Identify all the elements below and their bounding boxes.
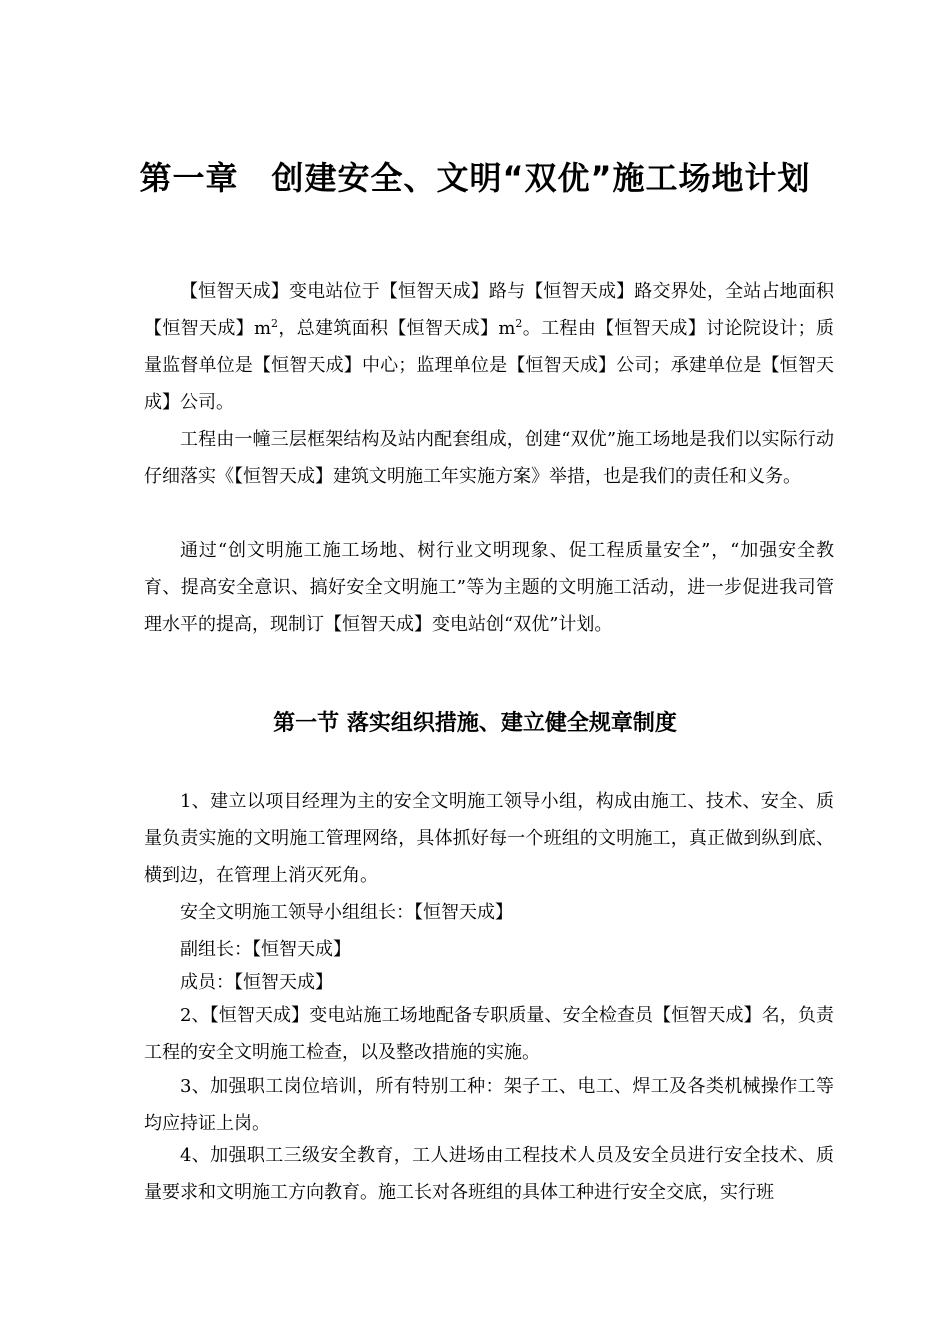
section-item-2: 2、【恒智天成】变电站施工场地配备专职质量、安全检查员【恒智天成】名，负责工程的安全文明施工检查，以及整改措施的实施。: [144, 1005, 834, 1063]
chapter-title: 第一章 创建安全、文明“双优”施工场地计划: [139, 159, 811, 197]
superscript-2: 2: [515, 317, 523, 330]
section-item-1: 1、建立以项目经理为主的安全文明施工领导小组，构成由施工、技术、安全、质量负责实施的文明施工管理网络，具体抓好每一个班组的文明施工，真正做到纵到底、横到边，在管理上消灭死角。: [144, 791, 834, 886]
intro-paragraph-3: 通过“创文明施工施工场地、树行业文明现象、促工程质量安全”，“加强安全教育、提高安全意识、搞好安全文明施工”等为主题的文明施工活动，进一步促进我司管理水平的提高，现制订【恒智天成】变电站创“双优”计划。: [144, 540, 834, 635]
leader-line: 安全文明施工领导小组组长：【恒智天成】: [180, 902, 513, 923]
section-item-3: 3、加强职工岗位培训，所有特别工种：架子工、电工、焊工及各类机械操作工等均应持证上岗。: [144, 1076, 834, 1134]
intro-paragraph-1: [144, 273, 834, 421]
members-line: 成员：【恒智天成】: [180, 972, 333, 993]
intro-p1-part1: 【恒智天成】变电站位于【恒智天成】路与【恒智天成】路交界处，全站占地面积【恒智天成】m: [144, 281, 834, 339]
intro-p1-part3: 。工程由【恒智天成】讨论院设计；质量监督单位是【恒智天成】中心；监理单位是【恒智天成】公司；承建单位是【恒智天成】公司。: [144, 318, 834, 413]
section-title: 第一节 落实组织措施、建立健全规章制度: [273, 711, 677, 736]
deputy-line: 副组长：【恒智天成】: [180, 939, 351, 960]
superscript-2: 2: [271, 317, 279, 330]
intro-paragraph-2: 工程由一幢三层框架结构及站内配套组成，创建“双优”施工场地是我们以实际行动仔细落实《【恒智天成】建筑文明施工年实施方案》举措，也是我们的责任和义务。: [144, 429, 834, 487]
section-item-4: 4、加强职工三级安全教育，工人进场由工程技术人员及安全员进行安全技术、质量要求和文明施工方向教育。施工长对各班组的具体工种进行安全交底，实行班: [144, 1145, 834, 1203]
intro-p1-part2: ，总建筑面积【恒智天成】m: [278, 318, 516, 339]
